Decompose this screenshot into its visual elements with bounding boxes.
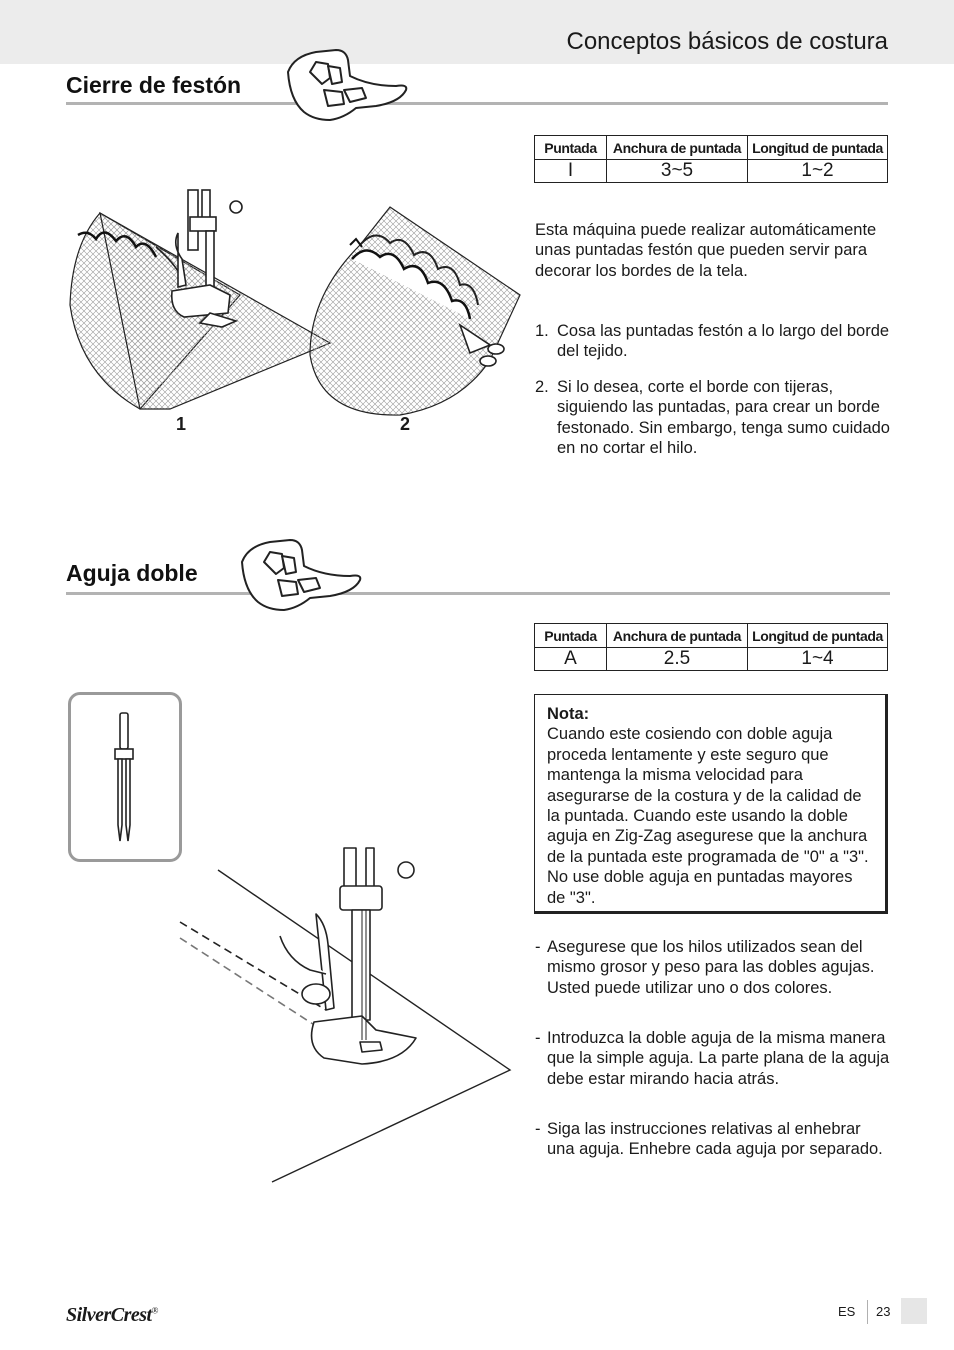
table-cell: A: [535, 648, 607, 671]
section-rule: [66, 592, 890, 595]
table-header-cell: Puntada: [535, 136, 607, 160]
list-item-text: Siga las instrucciones relativas al enhebrar una aguja. Enhebre cada aguja por separado.: [547, 1120, 883, 1159]
table-header-row: [535, 136, 888, 160]
list-item-text: Asegurese que los hilos utilizados sean del mismo grosor y peso para las dobles agujas. Usted puede utilizar uno o dos colores.: [547, 938, 875, 997]
twin-needle-inset: [68, 692, 182, 862]
table-row: [535, 160, 888, 183]
table-cell: 3~5: [607, 160, 748, 183]
brand-name: SilverCrest: [66, 1304, 152, 1326]
section-title-twin-needle: Aguja doble: [66, 560, 198, 586]
note-title: Nota:: [547, 705, 590, 723]
footer-separator: [867, 1300, 868, 1324]
dash-marker: -: [535, 1120, 541, 1138]
language-code: ES: [838, 1304, 856, 1319]
table-header-row: [535, 624, 888, 648]
list-item: [535, 937, 890, 998]
twin-needle-icon: [71, 695, 179, 859]
figure-label-1: 1: [176, 414, 187, 434]
list-item-text: Cosa las puntadas festón a lo largo del borde del tejido.: [557, 322, 890, 361]
list-number: 1.: [535, 322, 549, 340]
table-header-cell: Anchura de puntada: [607, 136, 748, 160]
note-box: [534, 694, 888, 914]
stitch-settings-table-scallop: [534, 135, 888, 183]
page-number: 23: [876, 1304, 891, 1319]
list-item-text: Si lo desea, corte el borde con tijeras, siguiendo las puntadas, para crear un borde festonado. Sin embargo, tenga sumo cuidado en no cortar el hilo.: [557, 378, 890, 458]
brand-registered-mark: ®: [151, 1305, 158, 1316]
twin-needle-sewing-illustration: [176, 840, 516, 1190]
table-header-cell: Anchura de puntada: [607, 624, 748, 648]
scallop-intro-text: Esta máquina puede realizar automáticamente unas puntadas festón que pueden servir para decorar los bordes de la tela.: [535, 221, 877, 280]
table-cell: 1~4: [748, 648, 888, 671]
silvercrest-logo: [66, 1304, 158, 1327]
table-header-cell: Longitud de puntada: [748, 136, 888, 160]
presser-foot-icon: [284, 46, 412, 124]
note-text: Cuando este cosiendo con doble aguja proceda lentamente y este seguro que mantenga la misma velocidad para asegurarse de la costura y de la calidad de la puntada. Cuando este usando la doble aguja en Zig-Zag asegurese que la anchura de la puntada este programada de "0" a "3". No use doble aguja en puntadas mayores de "3".: [547, 725, 869, 907]
table-row: [535, 648, 888, 671]
table-header-cell: Longitud de puntada: [748, 624, 888, 648]
stitch-settings-table-twin-needle: [534, 623, 888, 671]
section-rule: [66, 102, 888, 105]
list-number: 2.: [535, 378, 549, 396]
table-cell: 2.5: [607, 648, 748, 671]
list-item: [535, 1028, 890, 1089]
dash-marker: -: [535, 1029, 541, 1047]
dash-marker: -: [535, 938, 541, 956]
list-item: [535, 377, 890, 459]
list-item-text: Introduzca la doble aguja de la misma manera que la simple aguja. La parte plana de la aguja debe estar mirando hacia atrás.: [547, 1029, 890, 1088]
list-item: [535, 321, 890, 362]
figure-label-2: 2: [400, 414, 411, 434]
table-cell: 1~2: [748, 160, 888, 183]
scallop-stitch-illustration: [60, 185, 530, 420]
page-header-title: Conceptos básicos de costura: [566, 28, 888, 55]
section-title-scallop: Cierre de festón: [66, 72, 242, 98]
list-item: [535, 1119, 890, 1160]
page-tab-marker: [901, 1298, 927, 1324]
table-header-cell: Puntada: [535, 624, 607, 648]
table-cell: I: [535, 160, 607, 183]
presser-foot-icon: [238, 536, 366, 612]
